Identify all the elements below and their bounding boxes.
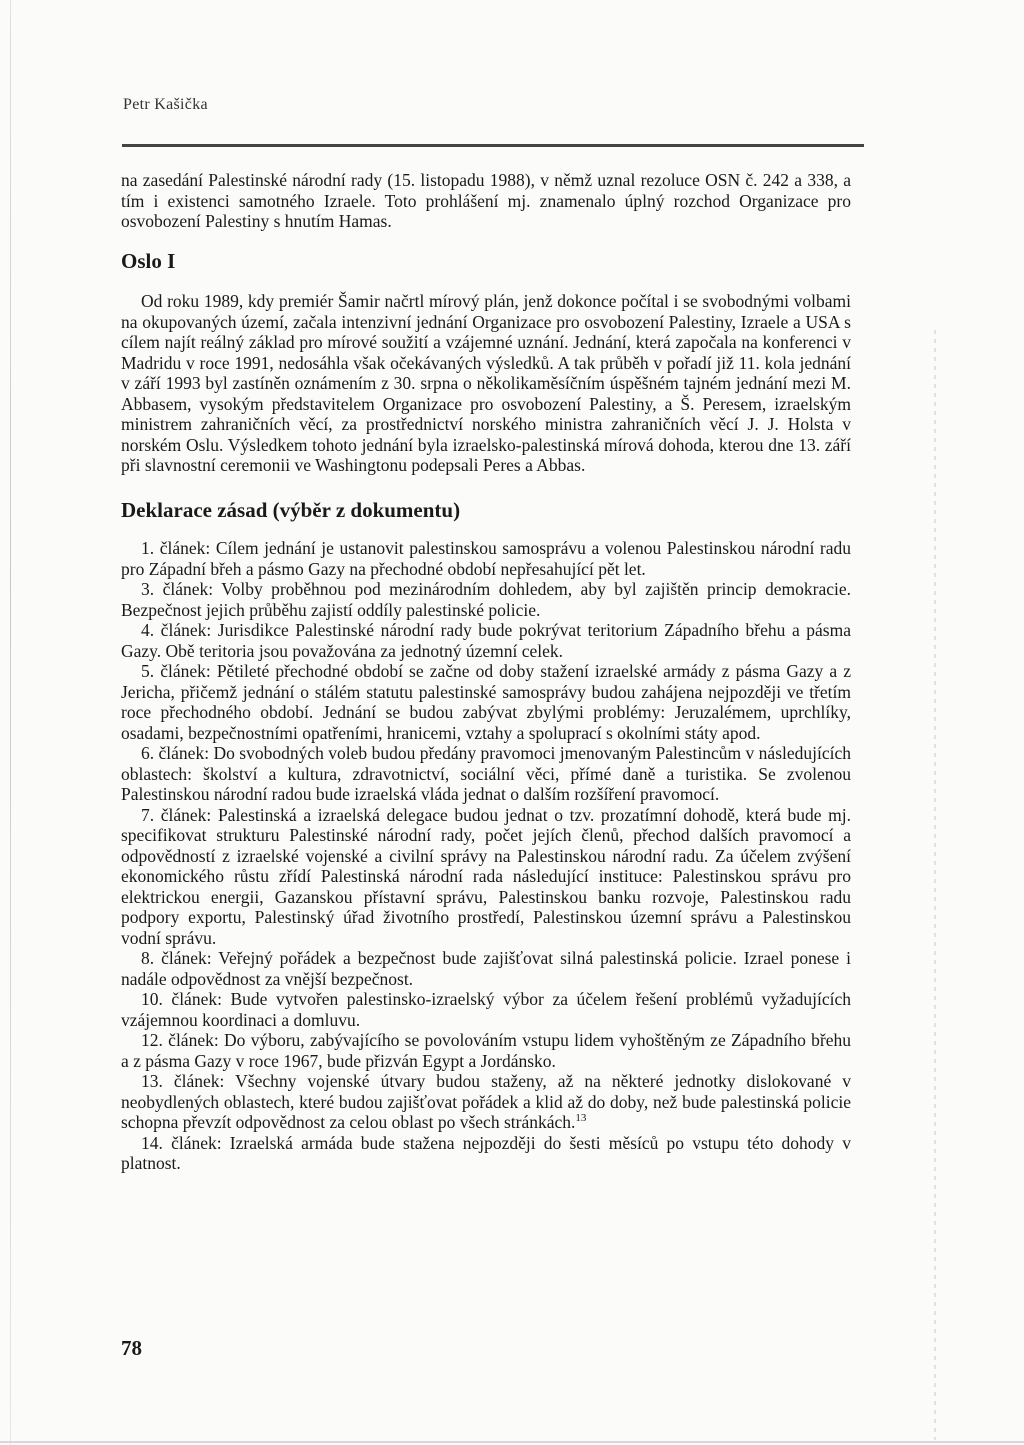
article-1: 1. článek: Cílem jednání je ustanovit palestinskou samosprávu a volenou Palestinskou národní radu pro Západní břeh a pásmo Gazy na přechodné období nepřesahující pět let. bbox=[121, 538, 851, 579]
scan-edge bbox=[0, 1441, 1024, 1443]
intro-paragraph: na zasedání Palestinské národní rady (15. listopadu 1988), v němž uznal rezoluce OSN č. 242 a 338, a tím i existenci samotného Izraele. Toto prohlášení mj. znamenalo úplný rozchod Organizace pro osvobození Palestiny s hnutím Hamas. bbox=[121, 170, 851, 231]
section-heading-declaration: Deklarace zásad (výběr z dokumentu) bbox=[121, 497, 461, 522]
article-12: 12. článek: Do výboru, zabývajícího se povolováním vstupu lidem vyhoštěným ze Západního břehu a z pásma Gazy v roce 1967, bude přizván Egypt a Jordánsko. bbox=[121, 1030, 851, 1071]
article-5: 5. článek: Pětileté přechodné období se začne od doby stažení izraelské armády z pásma Gazy a z Jericha, přičemž jednání o stálém statutu palestinské samosprávy budou zahájena nejpozději ve třetím roce přechodného období. Jednání se budou zabývat zbylými problémy: Jeruzalémem, uprchlíky, osadami, bezpečnostními opatřeními, hranicemi, vztahy a spoluprací s okolními státy apod. bbox=[121, 661, 851, 743]
article-7: 7. článek: Palestinská a izraelská delegace budou jednat o tzv. prozatímní dohodě, která bude mj. specifikovat strukturu Palestinské národní rady, počet jejích členů, přechod dalších pravomocí a odpovědností z izraelské vojenské a civilní správy na Palestinskou národní radu. Za účelem zvýšení ekonomického růstu zřídí Palestinská národní rada následující instituce: Palestinskou správu pro elektrickou energii, Gazanskou přístavní správu, Palestinskou banku rozvoje, Palestinskou radu podpory exportu, Palestinský úřad životního prostředí, Palestinskou územní správu a Palestinskou vodní správu. bbox=[121, 804, 851, 948]
scan-edge bbox=[10, 0, 11, 1445]
footnote-reference: 13 bbox=[575, 1112, 587, 1125]
article-8: 8. článek: Veřejný pořádek a bezpečnost bude zajišťovat silná palestinská policie. Izrael ponese i nadále odpovědnost za vnější bezpečnost. bbox=[121, 948, 851, 989]
article-13-text: 13. článek: Všechny vojenské útvary budou staženy, až na některé jednotky dislokované v neobydlených oblastech, které budou zajišťovat pořádek a klid až do doby, než bude palestinská policie schopna převzít odpovědnost za celou oblast po všech stránkách. bbox=[121, 1071, 851, 1132]
article-3: 3. článek: Volby proběhnou pod mezinárodním dohledem, aby byl zajištěn princip demokracie. Bezpečnost jejich průběhu zajistí oddíly palestinské policie. bbox=[121, 579, 851, 620]
oslo-paragraph: Od roku 1989, kdy premiér Šamir načrtl mírový plán, jenž dokonce počítal i se svobodnými volbami na okupovaných území, začala intenzivní jednání Organizace pro osvobození Palestiny, Izraele a USA s cílem najít reálný základ pro mírové soužití a vzájemné uznání. Jednání, která započala na konferenci v Madridu v roce 1991, nedosáhla však očekávaných výsledků. A tak průběh v pořadí již 11. kola jednání v září 1993 byl zastíněn oznámením z 30. srpna o několikaměsíčním úspěšném tajném jednání mezi M. Abbasem, vysokým představitelem Organizace pro osvobození Palestiny, a Š. Peresem, izraelským ministrem zahraničních věcí, za prostřednictví norského ministra zahraničních věcí J. J. Holsta v norském Oslu. Výsledkem tohoto jednání byla izraelsko-palestinská mírová dohoda, kterou dne 13. září při slavnostní ceremonii ve Washingtonu podepsali Peres a Abbas. bbox=[121, 291, 851, 475]
header-rule bbox=[122, 144, 864, 147]
scan-edge bbox=[934, 330, 936, 1440]
article-13 bbox=[121, 1071, 851, 1133]
article-14: 14. článek: Izraelská armáda bude stažena nejpozději do šesti měsíců po vstupu této dohody v platnost. bbox=[121, 1132, 851, 1173]
page-number: 78 bbox=[121, 1336, 142, 1360]
section-heading-oslo: Oslo I bbox=[121, 248, 176, 273]
article-10: 10. článek: Bude vytvořen palestinsko-izraelský výbor za účelem řešení problémů vyžadujících vzájemnou koordinaci a domluvu. bbox=[121, 989, 851, 1030]
article-4: 4. článek: Jurisdikce Palestinské národní rady bude pokrývat teritorium Západního břehu a pásma Gazy. Obě teritoria jsou považována za jednotný územní celek. bbox=[121, 620, 851, 661]
page-body bbox=[121, 170, 851, 1174]
running-head: Petr Kašička bbox=[123, 96, 208, 113]
article-6: 6. článek: Do svobodných voleb budou předány pravomoci jmenovaným Palestincům v následujících oblastech: školství a kultura, zdravotnictví, sociální věci, přímé daně a turistika. Se zvolenou Palestinskou národní radou bude izraelská vláda jednat o dalším rozšíření pravomocí. bbox=[121, 743, 851, 804]
